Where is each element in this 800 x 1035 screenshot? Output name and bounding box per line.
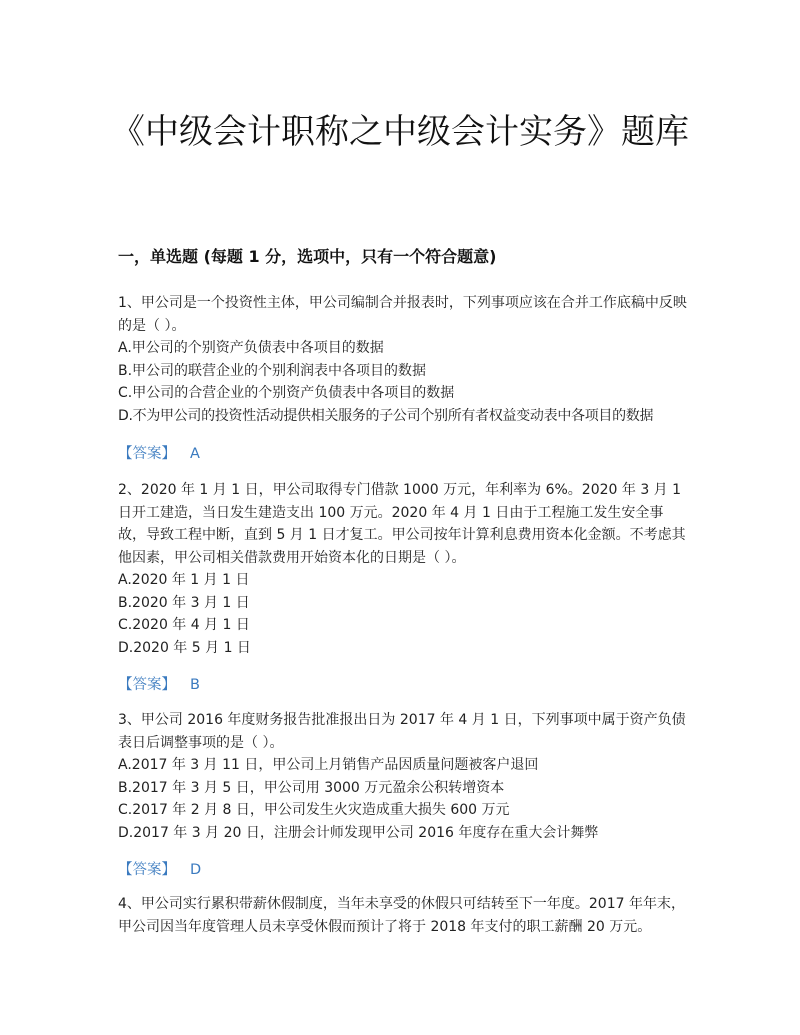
answer-3: [118, 858, 201, 879]
question-stem: 2、2020 年 1 月 1 日，甲公司取得专门借款 1000 万元，年利率为 6%。2020 年 3 月 1 日开工建造，当日发生建造支出 100 万元。2020 年 4 月 1 日由于工程施工发生安全事故，导致工程中断，直到 5 月 1 日才复工。甲公司按年计算利息费用资本化金额。不考虑其他因素，甲公司相关借款费用开始资本化的日期是（ ）。: [118, 482, 686, 566]
question-stem: 1、甲公司是一个投资性主体，甲公司编制合并报表时，下列事项应该在合并工作底稿中反映的是（ ）。: [118, 295, 687, 334]
question-4: [118, 893, 688, 938]
option-c: C.甲公司的合营企业的个别资产负债表中各项目的数据: [118, 385, 455, 401]
document-title: 《中级会计职称之中级会计实务》题库: [111, 112, 689, 152]
option-d: D.2020 年 5 月 1 日: [118, 639, 251, 656]
question-3: [118, 709, 688, 844]
section-heading: 一，单选题 (每题 1 分，选项中，只有一个符合题意): [118, 247, 497, 266]
answer-1: [118, 442, 200, 463]
answer-2: [118, 673, 200, 694]
option-c: C.2017 年 2 月 8 日，甲公司发生火灾造成重大损失 600 万元: [118, 802, 510, 818]
option-d: D.不为甲公司的投资性活动提供相关服务的子公司个别所有者权益变动表中各项目的数据: [118, 407, 654, 424]
question-2: [118, 479, 688, 659]
option-d: D.2017 年 3 月 20 日，注册会计师发现甲公司 2016 年度存在重大会计舞弊: [118, 824, 599, 841]
answer-value: A: [190, 446, 200, 462]
answer-label: 【答案】: [118, 677, 176, 693]
answer-value: D: [190, 862, 202, 878]
option-b: B.甲公司的联营企业的个别利润表中各项目的数据: [118, 362, 427, 379]
option-a: A.甲公司的个别资产负债表中各项目的数据: [118, 340, 384, 356]
option-c: C.2020 年 4 月 1 日: [118, 617, 250, 633]
question-1: [118, 292, 688, 427]
option-a: A.2017 年 3 月 11 日，甲公司上月销售产品因质量问题被客户退回: [118, 757, 539, 773]
option-b: B.2017 年 3 月 5 日，甲公司用 3000 万元盈余公积转增资本: [118, 779, 505, 796]
option-b: B.2020 年 3 月 1 日: [118, 594, 250, 611]
question-stem: 4、甲公司实行累积带薪休假制度，当年未享受的休假只可结转至下一年度。2017 年年末，甲公司因当年度管理人员未享受休假而预计了将于 2018 年支付的职工薪酬 20 万元。: [118, 896, 685, 935]
answer-value: B: [190, 677, 200, 693]
option-a: A.2020 年 1 月 1 日: [118, 572, 250, 588]
answer-label: 【答案】: [118, 862, 176, 878]
question-stem: 3、甲公司 2016 年度财务报告批准报出日为 2017 年 4 月 1 日，下列事项中属于资产负债表日后调整事项的是（ ）。: [118, 712, 686, 751]
answer-label: 【答案】: [118, 446, 176, 462]
